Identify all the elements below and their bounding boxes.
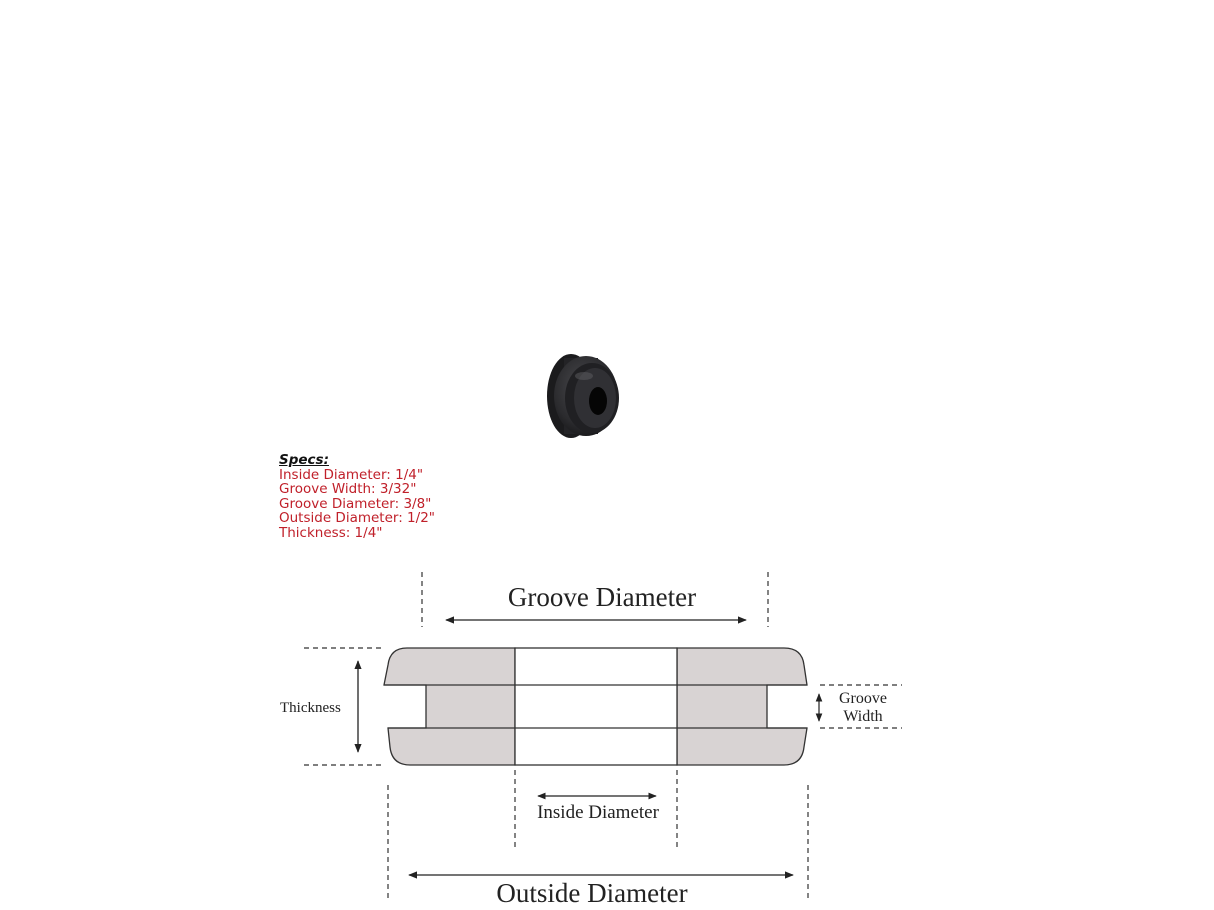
grommet-product-image <box>540 346 626 450</box>
grommet-section-right <box>677 648 807 765</box>
inside-diameter-label: Inside Diameter <box>537 802 659 823</box>
grommet-section-left <box>384 648 515 765</box>
groove-width-label-line1: Groove <box>839 690 887 707</box>
spec-thickness: Thickness: 1/4" <box>279 524 383 541</box>
spec-groove-diameter: Groove Diameter: 3/8" <box>279 495 432 512</box>
groove-diameter-label: Groove Diameter <box>507 582 697 612</box>
spec-inside-diameter: Inside Diameter: 1/4" <box>279 466 424 483</box>
specs-heading: Specs: <box>279 452 329 468</box>
outside-diameter-label: Outside Diameter <box>496 878 688 908</box>
grommet-dimension-diagram <box>272 565 922 910</box>
thickness-label: Thickness <box>280 700 341 716</box>
groove-width-label-line2: Width <box>843 708 883 725</box>
spec-outside-diameter: Outside Diameter: 1/2" <box>279 510 435 527</box>
grommet-bore <box>515 648 677 765</box>
specs-block <box>279 453 435 541</box>
spec-groove-width: Groove Width: 3/32" <box>279 481 417 498</box>
